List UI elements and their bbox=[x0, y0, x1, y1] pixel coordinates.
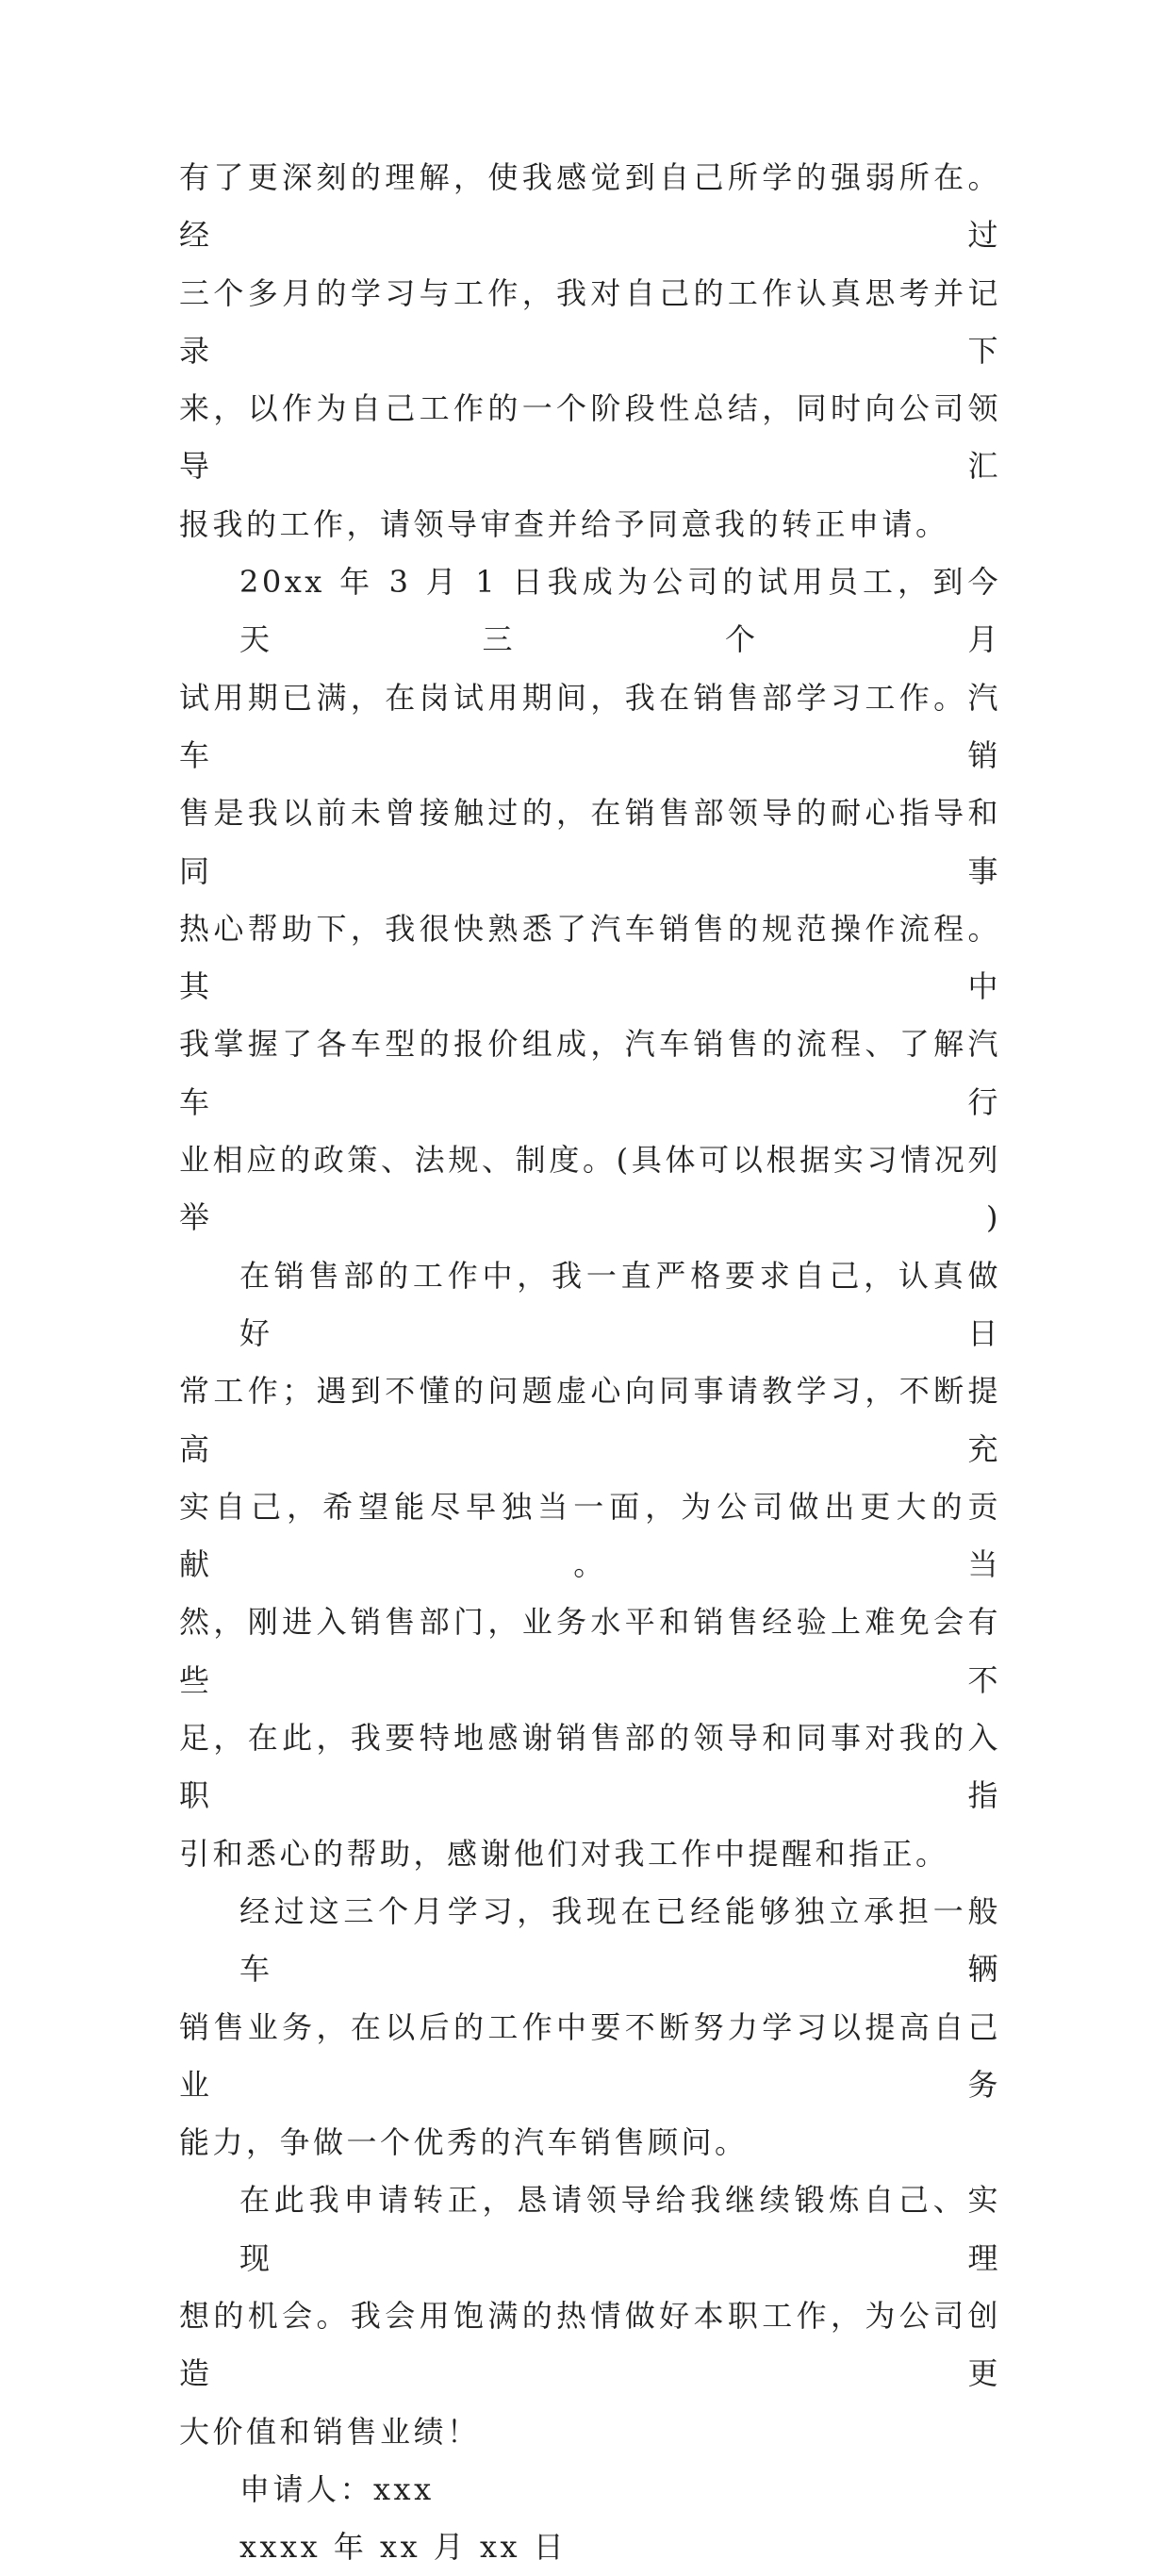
paragraph-line: 报我的工作，请领导审查并给予同意我的转正申请。 bbox=[179, 505, 949, 542]
paragraph-line: 常工作；遇到不懂的问题虚心向同事请教学习，不断提高充 bbox=[179, 1373, 1001, 1467]
paragraph-line: 想的机会。我会用饱满的热情做好本职工作，为公司创造更 bbox=[179, 2297, 1001, 2392]
paragraph-line: 经过这三个月学习，我现在已经能够独立承担一般车辆 bbox=[239, 1892, 1001, 1988]
paragraph-line: 在销售部的工作中，我一直严格要求自己，认真做好日 bbox=[239, 1257, 1001, 1351]
document-body bbox=[179, 149, 1001, 2576]
signature-date: xxxx 年 xx 月 xx 日 bbox=[239, 2529, 568, 2566]
paragraph-line: 实自己，希望能尽早独当一面，为公司做出更大的贡献。当 bbox=[179, 1488, 1001, 1583]
paragraph-1 bbox=[179, 149, 1001, 553]
paragraph-line: 试用期已满，在岗试用期间，我在销售部学习工作。汽车销 bbox=[179, 679, 1001, 773]
paragraph-line: 能力，争做一个优秀的汽车销售顾问。 bbox=[179, 2124, 749, 2161]
paragraph-line: 售是我以前未曾接触过的，在销售部领导的耐心指导和同事 bbox=[179, 795, 1001, 889]
paragraph-line: 大价值和销售业绩！ bbox=[179, 2413, 481, 2450]
paragraph-line: 三个多月的学习与工作，我对自己的工作认真思考并记录下 bbox=[179, 274, 1001, 369]
paragraph-line: 足，在此，我要特地感谢销售部的领导和同事对我的入职指 bbox=[179, 1720, 1001, 1814]
paragraph-line: 引和悉心的帮助，感谢他们对我工作中提醒和指正。 bbox=[179, 1835, 949, 1872]
paragraph-line: 我掌握了各车型的报价组成，汽车销售的流程、了解汽车行 bbox=[179, 1026, 1001, 1120]
paragraph-4 bbox=[179, 1883, 1001, 2171]
paragraph-line: 20xx 年 3 月 1 日我成为公司的试用员工，到今天三个月 bbox=[239, 564, 1001, 658]
paragraph-3 bbox=[179, 1247, 1001, 1883]
paragraph-line: 在此我申请转正，恳请领导给我继续锻炼自己、实现理 bbox=[239, 2182, 1001, 2276]
signature-applicant: 申请人：xxx bbox=[239, 2470, 435, 2507]
paragraph-line: 热心帮助下，我很快熟悉了汽车销售的规范操作流程。其中 bbox=[179, 910, 1001, 1005]
paragraph-line: 然，刚进入销售部门，业务水平和销售经验上难免会有些不 bbox=[179, 1604, 1001, 1698]
paragraph-5 bbox=[179, 2171, 1001, 2460]
paragraph-line: 来，以作为自己工作的一个阶段性总结，同时向公司领导汇 bbox=[179, 390, 1001, 485]
paragraph-line: 有了更深刻的理解，使我感觉到自己所学的强弱所在。经过 bbox=[179, 159, 1001, 254]
paragraph-line: 业相应的政策、法规、制度。(具体可以根据实习情况列举) bbox=[179, 1142, 1001, 1236]
paragraph-2 bbox=[179, 553, 1001, 1247]
paragraph-line: 销售业务，在以后的工作中要不断努力学习以提高自己业务 bbox=[179, 2008, 1001, 2103]
